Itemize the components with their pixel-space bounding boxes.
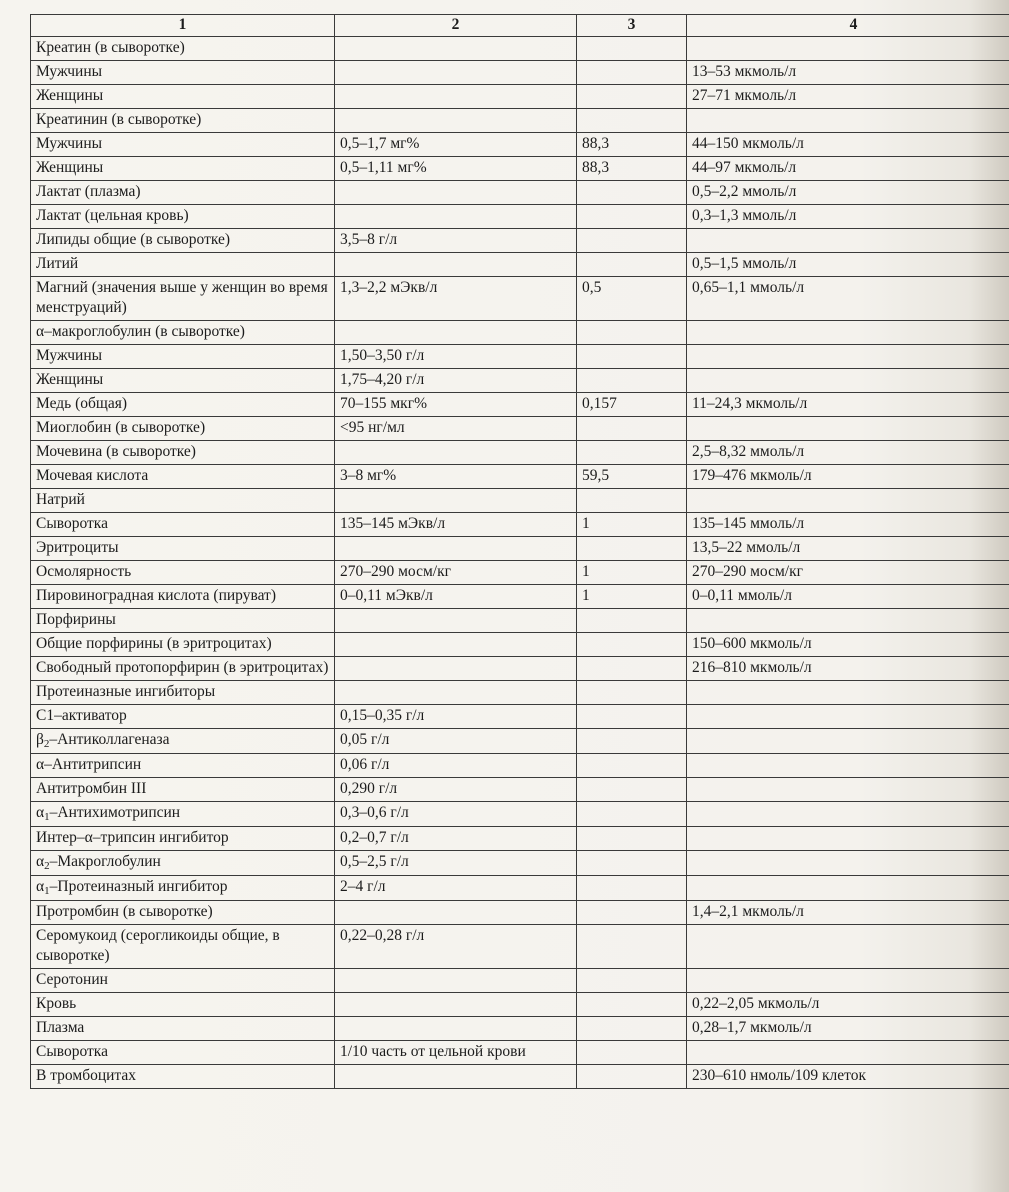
table-row: [31, 681, 1009, 705]
cell-col-3: [577, 705, 687, 729]
table-row: [31, 277, 1009, 321]
cell-col-3: [577, 369, 687, 393]
cell-col-1: С1–активатор: [31, 705, 335, 729]
column-header-3: 3: [577, 15, 687, 37]
cell-col-2: 135–145 мЭкв/л: [335, 513, 577, 537]
cell-col-4: [687, 729, 1009, 754]
cell-col-3: [577, 321, 687, 345]
cell-col-3: [577, 681, 687, 705]
cell-col-3: [577, 633, 687, 657]
cell-col-3: [577, 657, 687, 681]
cell-col-1: Мочевая кислота: [31, 465, 335, 489]
cell-col-2: 3–8 мг%: [335, 465, 577, 489]
cell-col-3: [577, 229, 687, 253]
cell-col-2: <95 нг/мл: [335, 417, 577, 441]
cell-col-2: [335, 37, 577, 61]
cell-col-3: [577, 901, 687, 925]
cell-col-4: [687, 109, 1009, 133]
cell-col-4: [687, 37, 1009, 61]
cell-col-2: [335, 993, 577, 1017]
cell-col-1: Лактат (плазма): [31, 181, 335, 205]
cell-col-3: [577, 1065, 687, 1089]
cell-col-3: [577, 489, 687, 513]
cell-col-1: Мужчины: [31, 345, 335, 369]
cell-col-1: β2–Антиколлагеназа: [31, 729, 335, 754]
cell-col-2: 0,15–0,35 г/л: [335, 705, 577, 729]
table-row: [31, 561, 1009, 585]
cell-col-3: [577, 253, 687, 277]
cell-col-2: 0,5–1,7 мг%: [335, 133, 577, 157]
cell-col-1: Креатинин (в сыворотке): [31, 109, 335, 133]
cell-col-2: 0,22–0,28 г/л: [335, 925, 577, 969]
cell-col-4: 0,5–2,2 ммоль/л: [687, 181, 1009, 205]
cell-col-3: [577, 778, 687, 802]
cell-col-3: 88,3: [577, 133, 687, 157]
table-row: [31, 253, 1009, 277]
cell-col-1: Серотонин: [31, 969, 335, 993]
cell-col-4: [687, 369, 1009, 393]
table-row: [31, 1017, 1009, 1041]
cell-col-4: 0,28–1,7 мкмоль/л: [687, 1017, 1009, 1041]
cell-col-4: 13–53 мкмоль/л: [687, 61, 1009, 85]
cell-col-4: [687, 969, 1009, 993]
cell-col-1: α–Антитрипсин: [31, 754, 335, 778]
table-row: [31, 729, 1009, 754]
cell-col-4: [687, 754, 1009, 778]
table-row: [31, 489, 1009, 513]
cell-col-4: 216–810 мкмоль/л: [687, 657, 1009, 681]
cell-col-3: [577, 537, 687, 561]
cell-col-1: Свободный протопорфирин (в эритроцитах): [31, 657, 335, 681]
cell-col-3: [577, 441, 687, 465]
cell-col-4: 0,22–2,05 мкмоль/л: [687, 993, 1009, 1017]
cell-col-2: 1,3–2,2 мЭкв/л: [335, 277, 577, 321]
cell-col-4: 150–600 мкмоль/л: [687, 633, 1009, 657]
cell-col-1: Сыворотка: [31, 1041, 335, 1065]
table-row: [31, 609, 1009, 633]
cell-col-1: Мужчины: [31, 61, 335, 85]
cell-col-3: 1: [577, 561, 687, 585]
table-row: [31, 802, 1009, 827]
cell-col-4: 179–476 мкмоль/л: [687, 465, 1009, 489]
table-row: [31, 157, 1009, 181]
cell-col-4: [687, 827, 1009, 851]
cell-col-1: Эритроциты: [31, 537, 335, 561]
table-row: [31, 85, 1009, 109]
cell-col-2: 0,2–0,7 г/л: [335, 827, 577, 851]
cell-col-2: [335, 969, 577, 993]
cell-col-1: Креатин (в сыворотке): [31, 37, 335, 61]
table-row: [31, 827, 1009, 851]
cell-col-1: Протромбин (в сыворотке): [31, 901, 335, 925]
cell-col-2: [335, 901, 577, 925]
cell-col-4: 13,5–22 ммоль/л: [687, 537, 1009, 561]
cell-col-4: 270–290 мосм/кг: [687, 561, 1009, 585]
table-row: [31, 417, 1009, 441]
cell-col-2: 0,05 г/л: [335, 729, 577, 754]
cell-col-1: Литий: [31, 253, 335, 277]
cell-col-4: [687, 229, 1009, 253]
cell-col-1: Осмолярность: [31, 561, 335, 585]
cell-col-1: Серомукоид (серогликоиды общие, в сыворотке): [31, 925, 335, 969]
cell-col-3: 59,5: [577, 465, 687, 489]
cell-col-1: Лактат (цельная кровь): [31, 205, 335, 229]
cell-col-2: [335, 61, 577, 85]
table-row: [31, 61, 1009, 85]
cell-col-2: 1,50–3,50 г/л: [335, 345, 577, 369]
table-row: [31, 778, 1009, 802]
cell-col-4: 2,5–8,32 ммоль/л: [687, 441, 1009, 465]
cell-col-1: Магний (значения выше у женщин во время менструаций): [31, 277, 335, 321]
cell-col-1: Порфирины: [31, 609, 335, 633]
table-header-row: [31, 15, 1009, 37]
table-row: [31, 229, 1009, 253]
cell-col-3: [577, 181, 687, 205]
cell-col-2: [335, 1017, 577, 1041]
cell-col-4: [687, 851, 1009, 876]
table-row: [31, 393, 1009, 417]
cell-col-4: [687, 681, 1009, 705]
table-row: [31, 969, 1009, 993]
cell-col-2: [335, 321, 577, 345]
cell-col-4: [687, 609, 1009, 633]
cell-col-3: [577, 609, 687, 633]
column-header-4: 4: [687, 15, 1009, 37]
cell-col-1: Натрий: [31, 489, 335, 513]
cell-col-2: [335, 1065, 577, 1089]
cell-col-4: 0,3–1,3 ммоль/л: [687, 205, 1009, 229]
table-row: [31, 321, 1009, 345]
cell-col-4: [687, 802, 1009, 827]
column-header-1: 1: [31, 15, 335, 37]
table-row: [31, 925, 1009, 969]
cell-col-3: [577, 827, 687, 851]
table-body: [31, 37, 1009, 1089]
cell-col-3: [577, 205, 687, 229]
cell-col-1: α1–Антихимотрипсин: [31, 802, 335, 827]
cell-col-1: Плазма: [31, 1017, 335, 1041]
column-header-2: 2: [335, 15, 577, 37]
cell-col-2: 1,75–4,20 г/л: [335, 369, 577, 393]
table-row: [31, 37, 1009, 61]
cell-col-2: [335, 205, 577, 229]
cell-col-2: [335, 85, 577, 109]
cell-col-1: Протеиназные ингибиторы: [31, 681, 335, 705]
table-row: [31, 876, 1009, 901]
table-row: [31, 109, 1009, 133]
cell-col-1: Миоглобин (в сыворотке): [31, 417, 335, 441]
cell-col-2: 1/10 часть от цельной крови: [335, 1041, 577, 1065]
cell-col-3: 0,157: [577, 393, 687, 417]
cell-col-4: 0,65–1,1 ммоль/л: [687, 277, 1009, 321]
cell-col-1: Мочевина (в сыворотке): [31, 441, 335, 465]
cell-col-2: 0,5–1,11 мг%: [335, 157, 577, 181]
table-row: [31, 465, 1009, 489]
cell-col-2: [335, 681, 577, 705]
table-row: [31, 441, 1009, 465]
cell-col-4: 44–97 мкмоль/л: [687, 157, 1009, 181]
cell-col-1: Кровь: [31, 993, 335, 1017]
table-row: [31, 585, 1009, 609]
cell-col-1: Пировиноградная кислота (пируват): [31, 585, 335, 609]
cell-col-3: [577, 729, 687, 754]
cell-col-3: [577, 417, 687, 441]
cell-col-2: 0,290 г/л: [335, 778, 577, 802]
cell-col-3: [577, 993, 687, 1017]
table-row: [31, 705, 1009, 729]
cell-col-2: 3,5–8 г/л: [335, 229, 577, 253]
cell-col-4: [687, 876, 1009, 901]
cell-col-3: [577, 1041, 687, 1065]
table-row: [31, 901, 1009, 925]
cell-col-2: [335, 109, 577, 133]
cell-col-4: 11–24,3 мкмоль/л: [687, 393, 1009, 417]
cell-col-2: 0,3–0,6 г/л: [335, 802, 577, 827]
cell-col-3: [577, 345, 687, 369]
cell-col-2: [335, 633, 577, 657]
table-row: [31, 181, 1009, 205]
table-row: [31, 537, 1009, 561]
cell-col-2: [335, 181, 577, 205]
cell-col-2: [335, 441, 577, 465]
cell-col-3: [577, 969, 687, 993]
table-row: [31, 345, 1009, 369]
table-row: [31, 993, 1009, 1017]
cell-col-4: [687, 925, 1009, 969]
cell-col-3: [577, 109, 687, 133]
table-row: [31, 205, 1009, 229]
cell-col-1: α–макроглобулин (в сыворотке): [31, 321, 335, 345]
cell-col-2: 70–155 мкг%: [335, 393, 577, 417]
cell-col-4: [687, 705, 1009, 729]
table-row: [31, 633, 1009, 657]
cell-col-4: [687, 321, 1009, 345]
cell-col-4: [687, 417, 1009, 441]
cell-col-1: α1–Протеиназный ингибитор: [31, 876, 335, 901]
cell-col-4: 44–150 мкмоль/л: [687, 133, 1009, 157]
table-row: [31, 754, 1009, 778]
table-row: [31, 133, 1009, 157]
cell-col-3: [577, 876, 687, 901]
table-row: [31, 1041, 1009, 1065]
cell-col-2: 0,06 г/л: [335, 754, 577, 778]
cell-col-3: [577, 37, 687, 61]
cell-col-4: 1,4–2,1 мкмоль/л: [687, 901, 1009, 925]
cell-col-4: [687, 489, 1009, 513]
cell-col-4: 135–145 ммоль/л: [687, 513, 1009, 537]
cell-col-1: α2–Макроглобулин: [31, 851, 335, 876]
cell-col-1: Антитромбин III: [31, 778, 335, 802]
cell-col-1: Общие порфирины (в эритроцитах): [31, 633, 335, 657]
cell-col-1: Женщины: [31, 369, 335, 393]
cell-col-1: Мужчины: [31, 133, 335, 157]
cell-col-3: 1: [577, 513, 687, 537]
cell-col-3: [577, 61, 687, 85]
cell-col-4: [687, 1041, 1009, 1065]
cell-col-4: [687, 778, 1009, 802]
cell-col-1: В тромбоцитах: [31, 1065, 335, 1089]
cell-col-3: [577, 85, 687, 109]
cell-col-3: 1: [577, 585, 687, 609]
cell-col-4: 0–0,11 ммоль/л: [687, 585, 1009, 609]
cell-col-2: [335, 537, 577, 561]
cell-col-3: 88,3: [577, 157, 687, 181]
table-row: [31, 851, 1009, 876]
reference-values-table: [30, 14, 1009, 1089]
table-row: [31, 1065, 1009, 1089]
cell-col-2: [335, 609, 577, 633]
cell-col-1: Женщины: [31, 85, 335, 109]
cell-col-1: Сыворотка: [31, 513, 335, 537]
cell-col-1: Медь (общая): [31, 393, 335, 417]
cell-col-3: [577, 802, 687, 827]
cell-col-3: [577, 1017, 687, 1041]
table-row: [31, 657, 1009, 681]
cell-col-2: [335, 489, 577, 513]
table-row: [31, 369, 1009, 393]
cell-col-2: 270–290 мосм/кг: [335, 561, 577, 585]
cell-col-4: 0,5–1,5 ммоль/л: [687, 253, 1009, 277]
cell-col-1: Липиды общие (в сыворотке): [31, 229, 335, 253]
cell-col-4: [687, 345, 1009, 369]
cell-col-2: 0–0,11 мЭкв/л: [335, 585, 577, 609]
cell-col-4: 230–610 нмоль/109 клеток: [687, 1065, 1009, 1089]
cell-col-1: Интер–α–трипсин ингибитор: [31, 827, 335, 851]
table-row: [31, 513, 1009, 537]
cell-col-2: 2–4 г/л: [335, 876, 577, 901]
cell-col-3: [577, 754, 687, 778]
cell-col-3: [577, 851, 687, 876]
cell-col-2: [335, 253, 577, 277]
cell-col-1: Женщины: [31, 157, 335, 181]
cell-col-3: 0,5: [577, 277, 687, 321]
cell-col-3: [577, 925, 687, 969]
cell-col-4: 27–71 мкмоль/л: [687, 85, 1009, 109]
cell-col-2: 0,5–2,5 г/л: [335, 851, 577, 876]
cell-col-2: [335, 657, 577, 681]
